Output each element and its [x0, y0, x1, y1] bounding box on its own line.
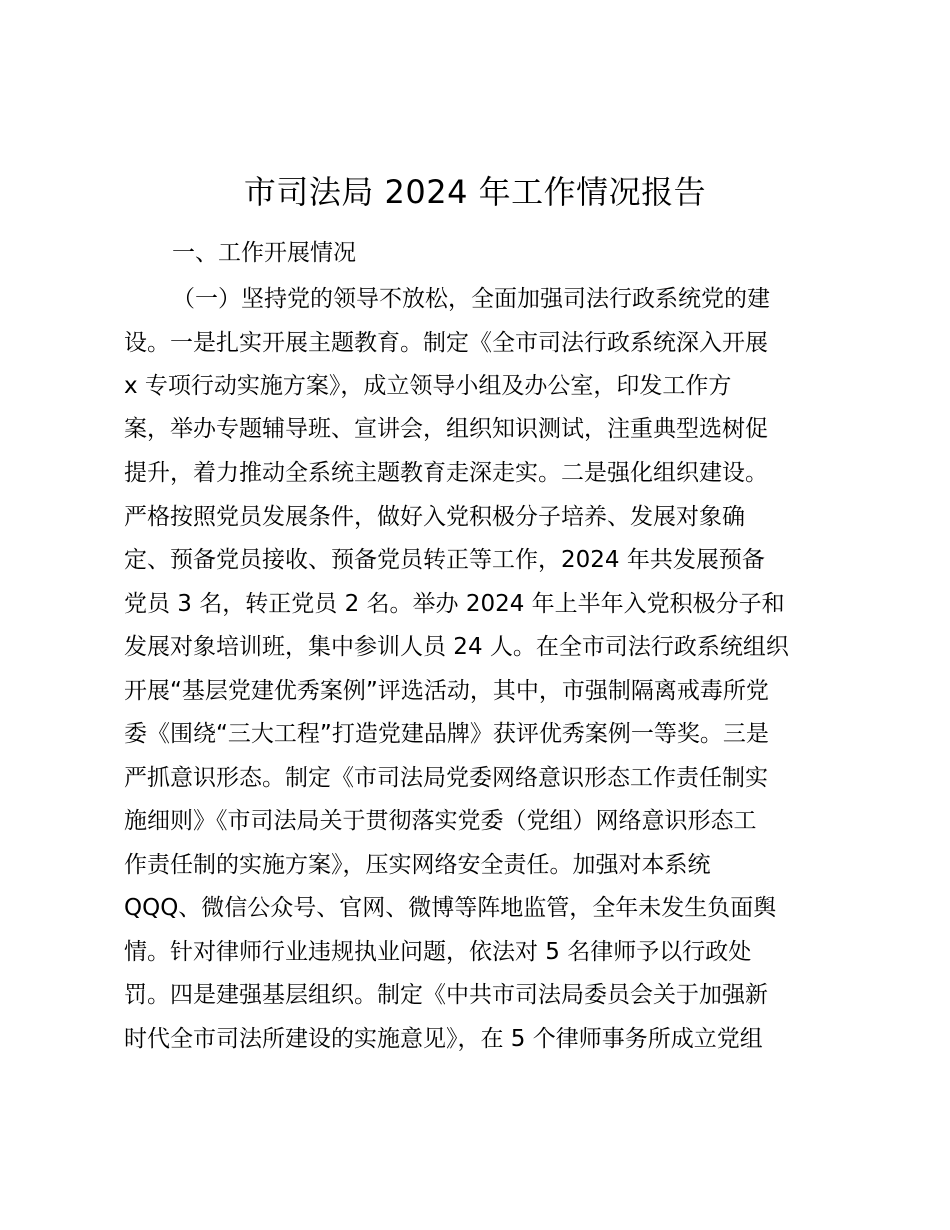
body-line: 开展“基层党建优秀案例”评选活动，其中，市强制隔离戒毒所党 [124, 678, 769, 704]
body-line: 提升，着力推动全系统主题教育走深走实。二是强化组织建设。 [124, 460, 768, 486]
body-line: 委《围绕“三大工程”打造党建品牌》获评优秀案例一等奖。三是 [124, 721, 769, 747]
body-line: 时代全市司法所建设的实施意见》，在 5 个律师事务所成立党组 [124, 1026, 763, 1052]
section-heading: 一、工作开展情况 [172, 240, 356, 266]
body-line: x 专项行动实施方案》，成立领导小组及办公室，印发工作方 [124, 373, 732, 399]
body-line: 设。一是扎实开展主题教育。制定《全市司法行政系统深入开展 [124, 330, 768, 356]
body-line: 定、预备党员接收、预备党员转正等工作，2024 年共发展预备 [124, 547, 765, 573]
body-line: 施细则》《市司法局关于贯彻落实党委（党组）网络意识形态工 [124, 808, 757, 834]
body-line: QQQ、微信公众号、官网、微博等阵地监管，全年未发生负面舆 [124, 895, 777, 921]
body-line: 案，举办专题辅导班、宣讲会，组织知识测试，注重典型选树促 [124, 416, 768, 442]
body-line: 发展对象培训班，集中参训人员 24 人。在全市司法行政系统组织 [124, 634, 789, 660]
body-line: 党员 3 名，转正党员 2 名。举办 2024 年上半年入党积极分子和 [124, 591, 785, 617]
body-line: 作责任制的实施方案》，压实网络安全责任。加强对本系统 [124, 852, 711, 878]
body-line: 情。针对律师行业违规执业问题，依法对 5 名律师予以行政处 [124, 939, 752, 965]
document-title: 市司法局 2024 年工作情况报告 [243, 173, 707, 211]
body-line: 严抓意识形态。制定《市司法局党委网络意识形态工作责任制实 [124, 765, 768, 791]
body-line: 严格按照党员发展条件，做好入党积极分子培养、发展对象确 [124, 504, 745, 530]
body-line: 罚。四是建强基层组织。制定《中共市司法局委员会关于加强新 [124, 982, 768, 1008]
body-line: （一）坚持党的领导不放松，全面加强司法行政系统党的建 [172, 286, 770, 312]
